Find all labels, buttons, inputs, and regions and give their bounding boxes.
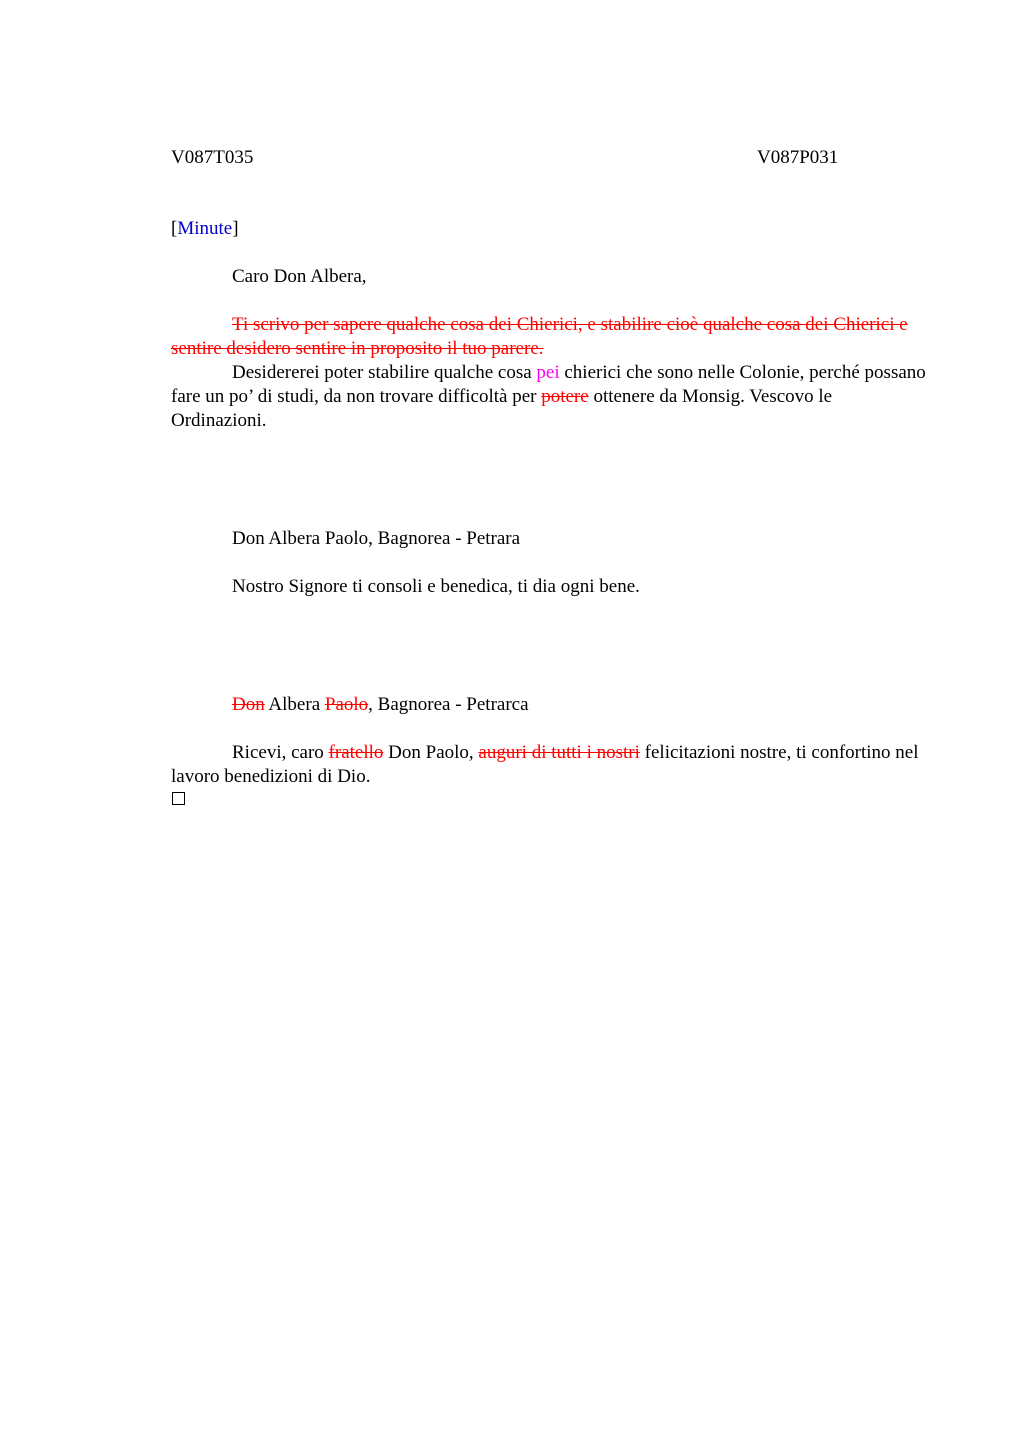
address-text: , Bagnorea - Petrarca [368, 694, 529, 715]
minute-bracket-open: [ [171, 218, 178, 239]
deleted-text: Paolo [324, 694, 369, 715]
paragraph-text: ottenere da Monsig. Vescovo le Ordinazioni. [171, 386, 833, 431]
closing-text: Don Paolo, [383, 742, 479, 763]
address-text: Albera [264, 694, 325, 715]
deleted-text: auguri di tutti i nostri [478, 742, 640, 763]
closing-text: felicitazioni nostre, ti confortino nel lavoro benedizioni di Dio. [171, 742, 919, 787]
salutation: Caro Don Albera, [232, 266, 367, 287]
minute-label: Minute [177, 218, 233, 239]
body-paragraph [171, 361, 931, 433]
checkbox-square-icon [172, 792, 185, 805]
deleted-text: potere [541, 386, 589, 407]
deleted-text: fratello [328, 742, 384, 763]
paragraph-text: Desidererei poter stabilire qualche cosa [232, 362, 537, 383]
inserted-text: pei [536, 362, 560, 383]
minute-tag [171, 217, 239, 241]
closing-text: Ricevi, caro [232, 742, 329, 763]
struck-paragraph [171, 313, 931, 361]
minute-bracket-close: ] [232, 218, 239, 239]
blessing-line: Nostro Signore ti consoli e benedica, ti dia ogni bene. [232, 576, 640, 597]
address-line-revised [232, 693, 529, 717]
paragraph-text: chierici che sono nelle Colonie, perché possano fare un po’ di studi, da non trovare difficoltà per [171, 362, 926, 407]
address-line: Don Albera Paolo, Bagnorea - Petrara [232, 528, 521, 549]
document-code-left: V087T035 [171, 147, 254, 168]
closing-paragraph [171, 741, 931, 789]
document-code-right: V087P031 [757, 147, 839, 168]
deleted-text: Ti scrivo per sapere qualche cosa dei Chierici, e stabilire cioè qualche cosa dei Chierici e sentire desidero sentire in proposito il tuo parere. [171, 314, 908, 359]
deleted-text: Don [232, 694, 265, 715]
